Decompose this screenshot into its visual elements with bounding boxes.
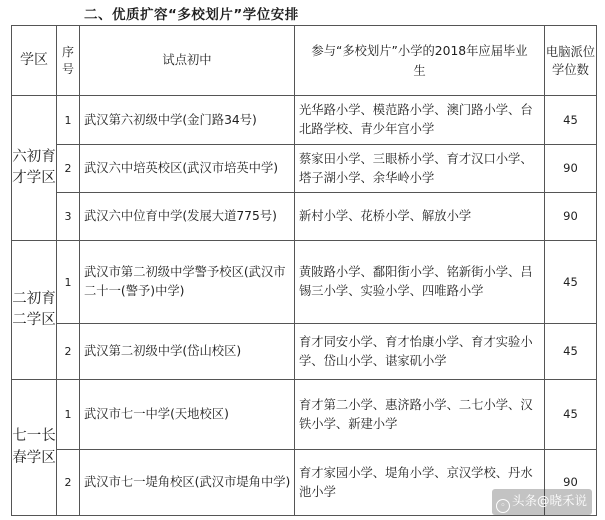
- header-feeder-schools: 参与“多校划片”小学的2018年应届毕业生: [295, 26, 545, 96]
- district-cell: 二初育二学区: [12, 241, 57, 380]
- district-cell: 六初育才学区: [12, 96, 57, 241]
- table-row: [12, 241, 597, 324]
- header-school: 试点初中: [80, 26, 295, 96]
- section-heading: 二、优质扩容“多校划片”学位安排: [84, 7, 299, 23]
- header-seats: 电脑派位学位数: [545, 26, 597, 96]
- seat-count: 45: [545, 380, 597, 450]
- school-cell: 武汉市七一中学(天地校区): [80, 380, 295, 450]
- header-district: 学区: [12, 26, 57, 96]
- seat-count: 90: [545, 450, 597, 516]
- row-number: 2: [57, 145, 80, 193]
- seat-count: 45: [545, 241, 597, 324]
- watermark: [492, 489, 592, 515]
- school-cell: 武汉第二初级中学(岱山校区): [80, 324, 295, 380]
- district-cell: 七一长春学区: [12, 380, 57, 516]
- seat-count: 90: [545, 193, 597, 241]
- row-number: 2: [57, 324, 80, 380]
- school-cell: 武汉六中位育中学(发展大道775号): [80, 193, 295, 241]
- feeder-cell: 育才同安小学、育才怡康小学、育才实验小学、岱山小学、谌家矶小学: [295, 324, 545, 380]
- row-number: 1: [57, 96, 80, 145]
- school-cell: 武汉第六初级中学(金门路34号): [80, 96, 295, 145]
- header-number: 序号: [57, 26, 80, 96]
- feeder-cell: 蔡家田小学、三眼桥小学、育才汉口小学、塔子湖小学、余华岭小学: [295, 145, 545, 193]
- table-row: [12, 324, 597, 380]
- feeder-cell: 光华路小学、模范路小学、澳门路小学、台北路学校、青少年宫小学: [295, 96, 545, 145]
- table-row: [12, 380, 597, 450]
- table-row: [12, 145, 597, 193]
- feeder-cell: 育才家园小学、堤角小学、京汉学校、丹水池小学: [295, 450, 545, 516]
- table-row: [12, 96, 597, 145]
- feeder-cell: 新村小学、花桥小学、解放小学: [295, 193, 545, 241]
- row-number: 3: [57, 193, 80, 241]
- row-number: 2: [57, 450, 80, 516]
- row-number: 1: [57, 380, 80, 450]
- table-row: [12, 193, 597, 241]
- seat-count: 45: [545, 324, 597, 380]
- school-cell: 武汉市七一堤角校区(武汉市堤角中学): [80, 450, 295, 516]
- watermark-text: 头条@晓禾说: [512, 493, 588, 508]
- watermark-logo-icon: ◦: [496, 499, 510, 513]
- feeder-cell: 黄陂路小学、鄱阳街小学、铭新街小学、吕锡三小学、实验小学、四唯路小学: [295, 241, 545, 324]
- school-cell: 武汉六中培英校区(武汉市培英中学): [80, 145, 295, 193]
- feeder-cell: 育才第二小学、惠济路小学、二七小学、汉铁小学、新建小学: [295, 380, 545, 450]
- school-allocation-table: [11, 25, 597, 516]
- seat-count: 90: [545, 145, 597, 193]
- row-number: 1: [57, 241, 80, 324]
- school-cell: 武汉市第二初级中学警予校区(武汉市二十一(警予)中学): [80, 241, 295, 324]
- seat-count: 45: [545, 96, 597, 145]
